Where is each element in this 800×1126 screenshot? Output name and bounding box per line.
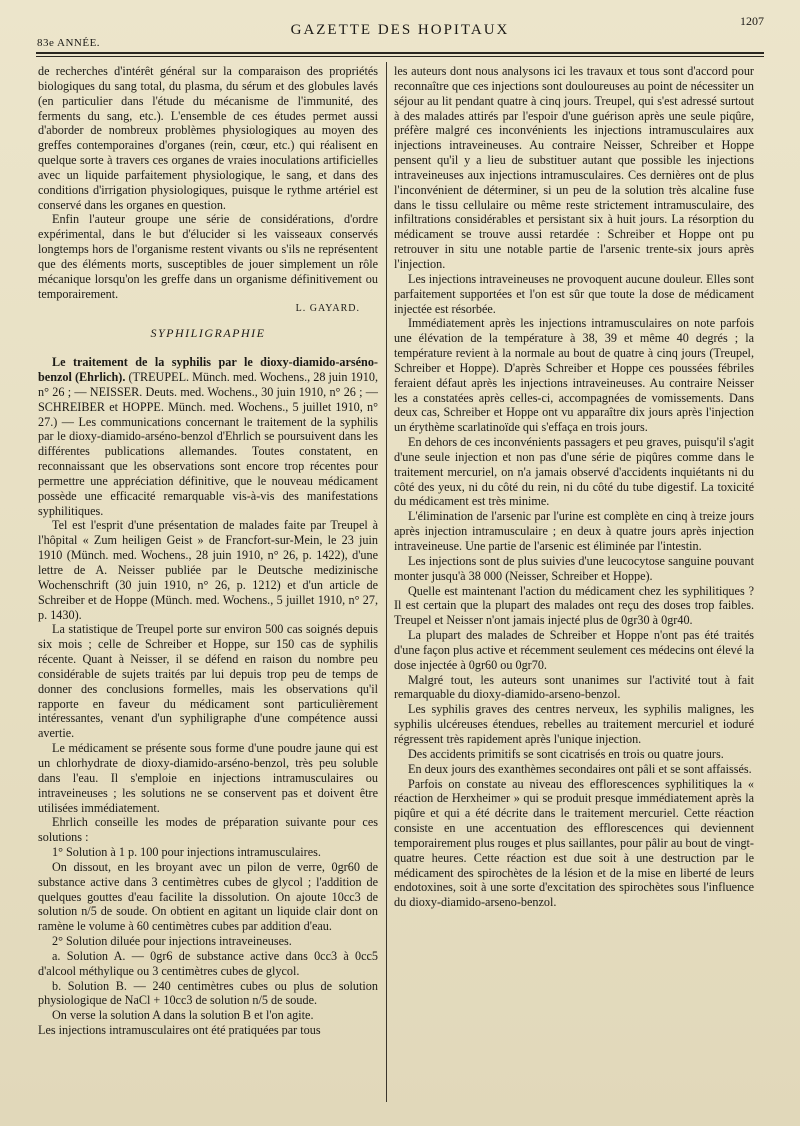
right-column — [394, 64, 754, 910]
paragraph: 1° Solution à 1 p. 100 pour injections intramusculaires. — [52, 845, 321, 860]
paragraph: Ehrlich conseille les modes de préparation suivante pour ces solutions : — [38, 815, 378, 845]
header-rule-thin — [36, 56, 764, 57]
paragraph: La statistique de Treupel porte sur environ 500 cas soignés depuis six mois ; celle de Schreiber et Hoppe, sur 150 cas de syphilis récente. Quant à Neisser, il se défend en raison du nombre peu considérable de sujets traités par lui depuis trop peu de temps de donner des conclusions formelles, mais les observations qu'il rapporte en faveur du médicament sont particulièrement intéressantes, venant d'un syphiligraphe d'une compétence aussi avertie. — [38, 622, 378, 741]
left-column — [38, 64, 378, 1038]
paragraph: a. Solution A. — 0gr6 de substance active dans 0cc3 à 0cc5 d'alcool méthylique ou 3 centimètres cubes de glycol. — [38, 948, 378, 978]
paragraph: 2° Solution diluée pour injections intraveineuses. — [52, 934, 292, 949]
author-signature: L. GAYARD. — [295, 302, 360, 314]
paragraph: Des accidents primitifs se sont cicatrisés en trois ou quatre jours. — [408, 746, 724, 761]
paragraph: En dehors de ces inconvénients passagers et peu graves, puisqu'il s'agit d'une seule injection et non pas d'une série de piqûres comme dans le traitement mercuriel, on n'a jamais observé d'accidents inquiétants ni du côté des yeux, ni du côté du rein, ni du côté du tube digestif. La toxicité du médicament est très minime. — [394, 435, 754, 509]
paragraph: de recherches d'intérêt général sur la comparaison des propriétés biologiques du sang total, du plasma, du sérum et des globules lavés (en particulier dans l'étude du mécanisme de l'immunité, des ferments du sang, etc.). L'ensemble de ces études permet aussi d'aborder de nombreux problèmes physiologiques au moyen des greffes contemporaines d'organes (rein, cœur, etc.) qui réalisent en quelque sorte à travers ces organes de vraies inoculations artificielles avec un liquide parfaitement physiologique, le sang, et dans des conditions d'irrigation physiologiques, puisque le rythme artériel est conservé dans les organes en question. — [38, 64, 378, 212]
paragraph: En deux jours des exanthèmes secondaires ont pâli et se sont affaissés. — [408, 761, 752, 776]
paragraph: On verse la solution A dans la solution B et l'on agite. — [52, 1008, 314, 1023]
paragraph: Les injections intramusculaires ont été pratiquées par tous — [38, 1023, 321, 1038]
page-number: 1207 — [740, 14, 764, 28]
paragraph: Immédiatement après les injections intramusculaires on note parfois une élévation de la température à 38, 39 et même 40 degrés ; la température revient à la normale au bout de quatre à cinq jours (Treupel, Schreiber et Hoppe). D'après Schreiber et Hoppe ces poussées fébriles feraient défaut après les injections intraveineuses. Au contraire Neisser les a constatées après celles-ci, accompagnées de vomissements. Dans deux cas, Schreiber et Hoppe ont vu apparaître dix jours après l'injection un érythème scarlatinoïde qui s'effaça en trois jours. — [394, 316, 754, 435]
article-references: (TREUPEL. Münch. med. Wochens., 28 juin 1910, n° 26 ; — NEISSER. Deuts. med. Wochens., 30 juin 1910, n° 26 ; — SCHREIBER et HOPPE. Münch. med. Wochens., 5 juillet 1910, n° 27.) — Les communications concernant le traitement de la syphilis par le dioxy-diamido-arséno-benzol d'Ehrlich se poursuivent dans les différentes publications allemandes. Toutes constatent, en reconnaissant que les observations sont encore trop récentes pour permettre une appréciation définitive, que le nouveau médicament possède une efficacité remarquable vis-à-vis des manifestations syphilitiques. — [38, 370, 379, 518]
paragraph: Malgré tout, les auteurs sont unanimes sur l'activité tout à fait remarquable du dioxy-diamido-arseno-benzol. — [394, 672, 754, 702]
journal-title: GAZETTE DES HOPITAUX — [290, 22, 510, 38]
paragraph: On dissout, en les broyant avec un pilon de verre, 0gr60 de substance active dans 3 centimètres cubes de glycol ; l'addition de quelques gouttes d'eau facilite la dissolution. On ajoute 10cc3 de solution n/5 de soude. On obtient en agitant un liquide clair dont on ramène le volume à 60 centimètres cubes par addition d'eau. — [38, 859, 378, 934]
paragraph: Parfois on constate au niveau des efflorescences syphilitiques la « réaction de Herxheimer » qui se produit presque immédiatement après la piqûre et qui a été décrite dans le traitement mercuriel. Cette réaction consiste en une accentuation des efflorescences qui deviennent temporairement plus rouges et plus saillantes, pour pâlir au bout de vingt-quatre heures. Cette réaction est due soit à une destruction par le médicament des spirochètes de la lésion et de la mise en liberté de leurs endotoxines, soit à une sorte d'excitation des spirochètes sous l'influence du dioxy-diamido-arseno-benzol. — [394, 776, 754, 910]
paragraph: Quelle est maintenant l'action du médicament chez les syphilitiques ? Il est certain que la plupart des malades ont reçu des doses trop faibles. Treupel et Neisser n'ont jamais injecté plus de 0gr30 à 0gr40. — [394, 583, 754, 628]
paragraph: L'élimination de l'arsenic par l'urine est complète en cinq à treize jours après injection intramusculaire ; en deux à quatre jours après injection intraveineuse. Une partie de l'arsenic est éliminée par l'intestin. — [394, 509, 754, 553]
paragraph: les auteurs dont nous analysons ici les travaux et tous sont d'accord pour reconnaître que ces injections sont douloureuses au point de nécessiter un séjour au lit pendant quatre à cinq jours. Treupel, qui s'est adressé surtout à des malades attirés par l'espoir d'une guérison après une seule piqûre, préfère malgré ces inconvénients les injections intramusculaires aux injections intraveineuses. Au contraire Neisser, Schreiber et Hoppe pensent qu'il y a lieu de substituer autant que possible les injections intraveineuses aux injections intramusculaires. Ces dernières ont de plus l'inconvénient de déterminer, si un peu de la solution très alcaline fuse dans le tissu cellulaire ou même reste strictement intramusculaire, des infiltrations considérables et persistant six à huit jours. La résorption du médicament se trouve aussi retardée : Schreiber et Hoppe ont pu retrouver in situ une notable partie de l'arsenic trente-six jours après l'injection. — [394, 64, 754, 271]
paragraph: La plupart des malades de Schreiber et Hoppe n'ont pas été traités d'une façon plus active et récemment seulement ces médecins ont élevé la dose injectée à 0gr60 ou 0gr70. — [394, 628, 754, 672]
paragraph: Les syphilis graves des centres nerveux, les syphilis malignes, les syphilis ulcéreuses étendues, rebelles au traitement mercuriel et ioduré régressent très rapidement après l'unique injection. — [394, 702, 754, 746]
paragraph: Les injections sont de plus suivies d'une leucocytose sanguine pouvant monter jusqu'à 38 000 (Neisser, Schreiber et Hoppe). — [394, 553, 754, 583]
header-rule — [36, 52, 764, 54]
paragraph: Le médicament se présente sous forme d'une poudre jaune qui est un chlorhydrate de dioxy-diamido-arséno-benzol, très peu soluble dans l'eau. Il s'emploie en injections intramusculaires ou intraveineuses ; les solutions ne se conservent pas et doivent être utilisées immédiatement. — [38, 741, 378, 815]
article-title: Le traitement de la syphilis par le dioxy-diamido-arséno-benzol (Ehrlich). — [38, 355, 378, 385]
section-title: SYPHILIGRAPHIE — [150, 326, 266, 341]
volume-label: 83e ANNÉE. — [37, 37, 101, 49]
paragraph: Les injections intraveineuses ne provoquent aucune douleur. Elles sont parfaitement supportées et l'on est sûr que toute la dose de médicament injectée est résorbée. — [394, 271, 754, 316]
paragraph: Enfin l'auteur groupe une série de considérations, d'ordre expérimental, dans le but d'élucider si les vaisseaux conservés longtemps hors de l'organisme restent vivants ou s'ils ne représentent que des éléments morts, susceptibles de jouer simplement un rôle mécanique lorsqu'on les greffe dans un organisme définitivement ou temporairement. — [38, 212, 378, 301]
column-divider — [386, 62, 387, 1102]
paragraph: b. Solution B. — 240 centimètres cubes ou plus de solution physiologique de NaCl + 10cc3 de solution n/5 de soude. — [38, 978, 378, 1008]
article-header — [38, 355, 378, 518]
paragraph: Tel est l'esprit d'une présentation de malades faite par Treupel à l'hôpital « Zum heiligen Geist » de Francfort-sur-Mein, le 23 juin 1910 (Münch. med. Wochens., 28 juin 1910, n° 26, p. 1422), d'une lettre de A. Neisser publiée par le Deutsche medizinische Wochenschrift (30 juin 1910, n° 26, p. 1212) et d'un article de Schreiber et de Hoppe (Münch. med. Wochens., 5 juillet 1910, n° 27, p. 1430). — [38, 518, 378, 622]
